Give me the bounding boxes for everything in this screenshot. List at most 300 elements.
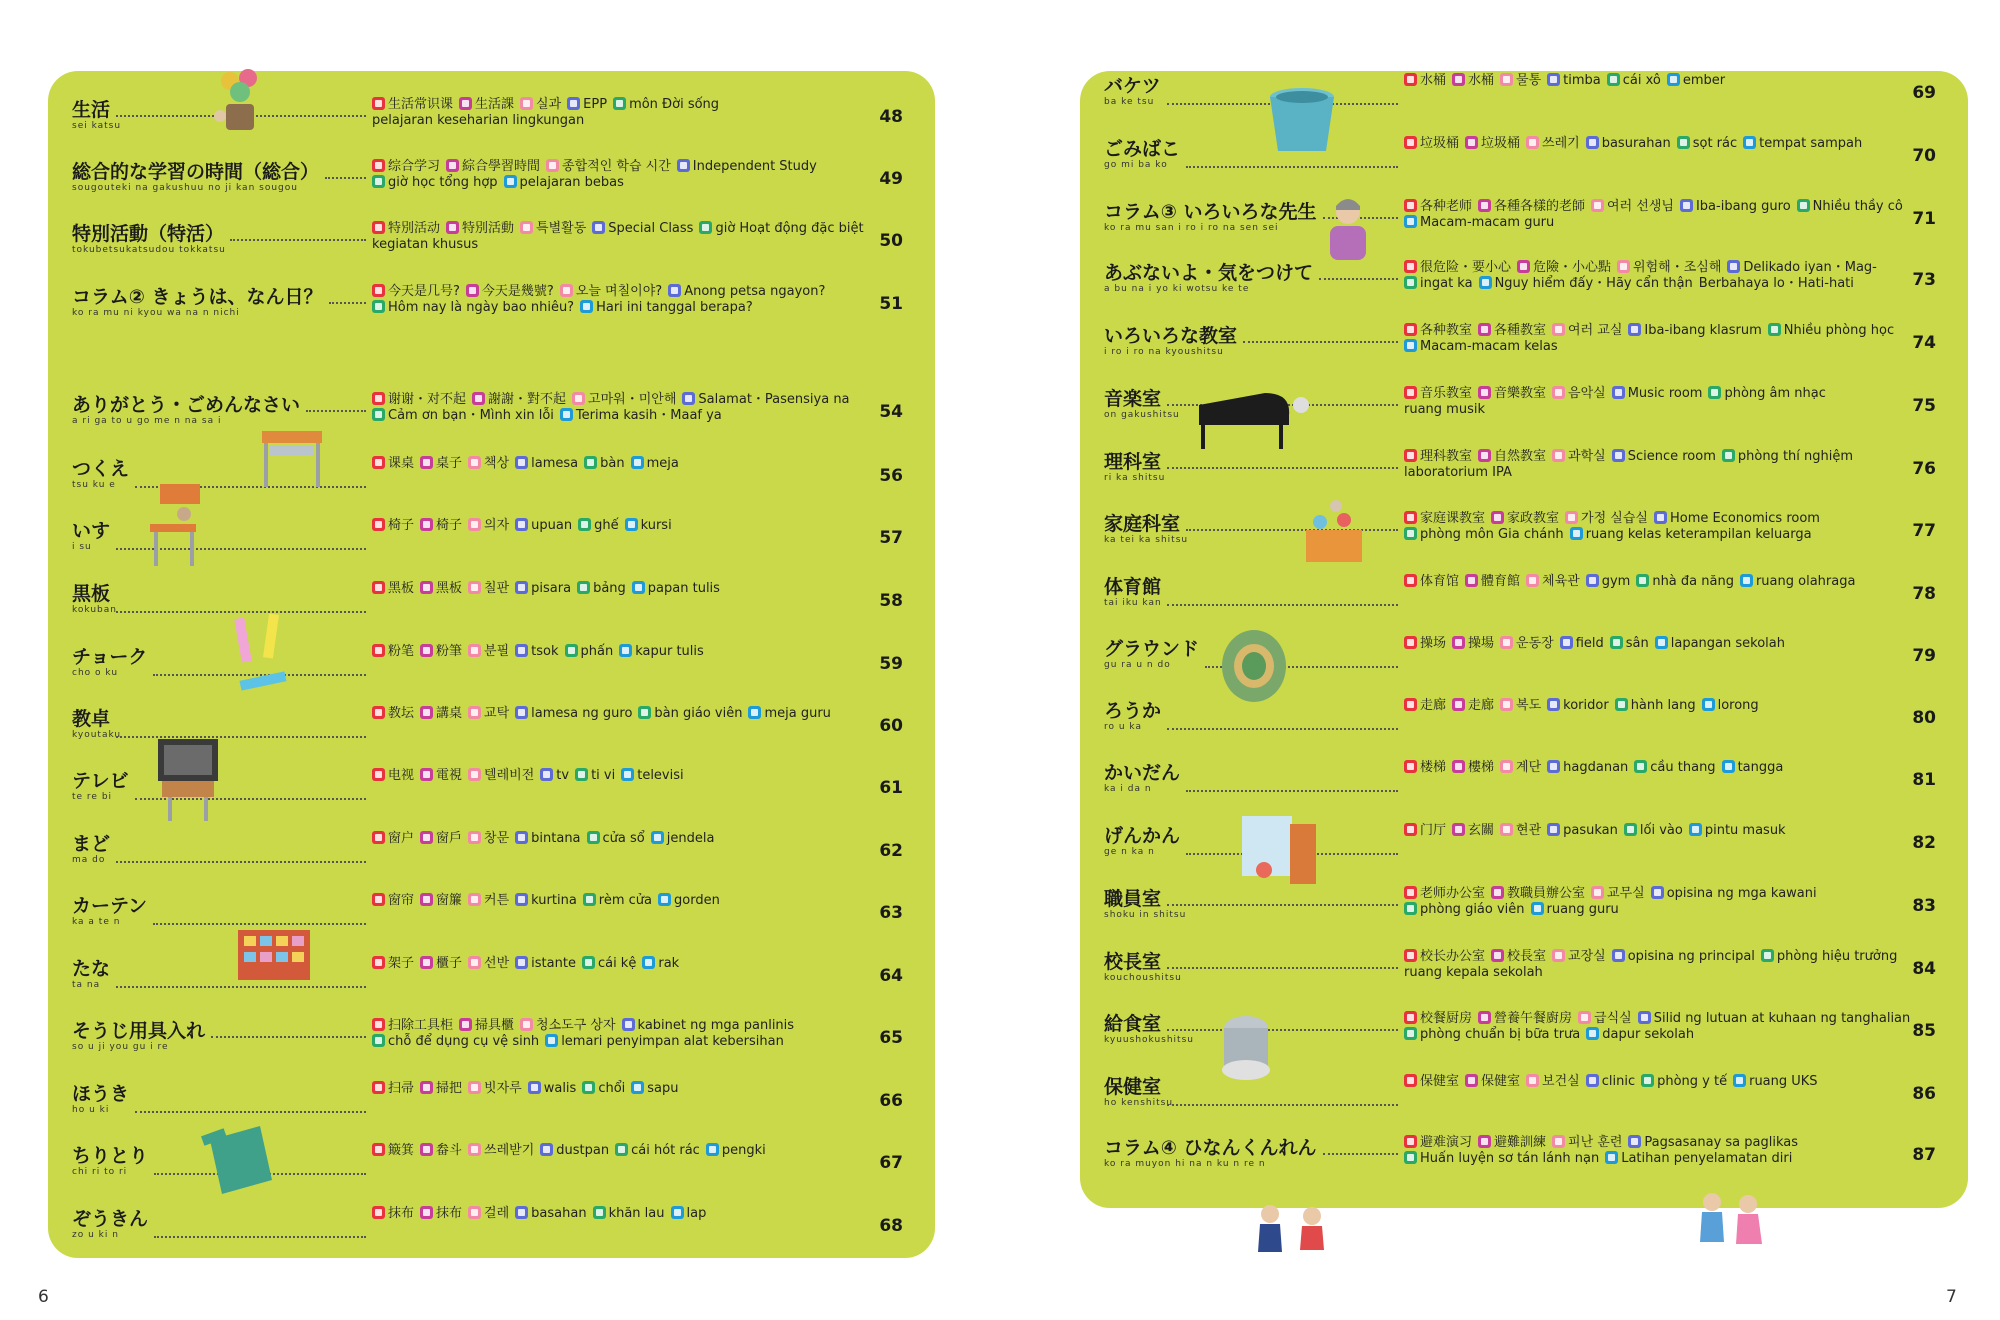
vietnamese-badge-icon <box>372 1034 385 1047</box>
translation-text: 扫除工具柜 <box>388 1018 454 1033</box>
translation-text: 여러 선생님 <box>1607 199 1674 214</box>
entry-page-number: 85 <box>1912 1021 1936 1041</box>
translation-text: lap <box>686 1206 707 1221</box>
translation-text: chỗ để dụng cụ vệ sinh <box>388 1034 540 1049</box>
translation-text: sapu <box>647 1081 679 1096</box>
translation-text: 복도 <box>1516 698 1542 713</box>
contents-entry[interactable] <box>1080 564 1968 622</box>
contents-entry[interactable] <box>1080 189 1968 247</box>
entry-reading: zo u ki n <box>72 1230 119 1240</box>
entry-page-number: 80 <box>1912 708 1936 728</box>
dustpan-illustration <box>200 1110 278 1200</box>
filipino-badge-icon <box>1586 574 1599 587</box>
korean-badge-icon <box>468 644 481 657</box>
traditional-chinese-badge-icon <box>1491 949 1504 962</box>
translation-text: 窗帘 <box>388 893 415 908</box>
translation-text: basurahan <box>1601 136 1671 151</box>
korean-badge-icon <box>1578 1011 1591 1024</box>
translation-text: koridor <box>1563 698 1609 713</box>
translation-text: kegiatan khusus <box>372 237 479 252</box>
translation-text: 畚斗 <box>436 1143 463 1158</box>
indonesian-badge-icon <box>621 768 634 781</box>
indonesian-badge-icon <box>625 518 638 531</box>
contents-entry[interactable] <box>1080 501 1968 559</box>
entry-term: 給食室 <box>1104 1013 1162 1035</box>
simplified-chinese-badge-icon <box>372 831 385 844</box>
translation-line <box>372 408 877 424</box>
vietnamese-badge-icon <box>1677 136 1690 149</box>
entry-reading: kyuushokushitsu <box>1104 1035 1194 1045</box>
entry-translations <box>372 1143 877 1159</box>
translation-text: cái hót rác <box>631 1143 700 1158</box>
filipino-badge-icon <box>528 1081 541 1094</box>
traditional-chinese-badge-icon <box>420 1143 433 1156</box>
translation-text: giờ Hoạt động đặc biệt <box>715 221 864 236</box>
vietnamese-badge-icon <box>1624 823 1637 836</box>
contents-entry[interactable] <box>48 1133 935 1191</box>
simplified-chinese-badge-icon <box>372 1143 385 1156</box>
contents-entry[interactable] <box>48 1071 935 1129</box>
translation-text: môn Đời sống <box>629 97 720 112</box>
entry-page-number: 61 <box>879 778 903 798</box>
indonesian-badge-icon <box>1667 73 1680 86</box>
contents-entry[interactable] <box>48 382 935 440</box>
korean-badge-icon <box>1591 886 1604 899</box>
translation-text: 谢谢・对不起 <box>388 392 467 407</box>
entry-reading: sei katsu <box>72 121 122 131</box>
translation-text: lối vào <box>1639 823 1683 838</box>
entry-translations <box>372 518 877 534</box>
translation-text: 쓰레기 <box>1542 136 1580 151</box>
simplified-chinese-badge-icon <box>372 518 385 531</box>
traditional-chinese-badge-icon <box>1465 1074 1478 1087</box>
entry-page-number: 86 <box>1912 1084 1936 1104</box>
translation-text: kabinet ng mga panlinis <box>637 1018 795 1033</box>
translation-text: rèm cửa <box>598 893 653 908</box>
simplified-chinese-badge-icon <box>1404 386 1417 399</box>
translation-text: 家庭课教室 <box>1420 511 1486 526</box>
vietnamese-badge-icon <box>1634 760 1647 773</box>
traditional-chinese-badge-icon <box>446 159 459 172</box>
translation-text: bintana <box>531 831 581 846</box>
contents-entry[interactable] <box>1080 876 1968 934</box>
korean-badge-icon <box>1526 136 1539 149</box>
entry-reading: ba ke tsu <box>1104 97 1155 107</box>
translation-text: lorong <box>1717 698 1759 713</box>
left-page-number: 6 <box>38 1287 49 1307</box>
leader-dots <box>1167 967 1398 969</box>
vietnamese-badge-icon <box>1404 902 1417 915</box>
translation-text: 창문 <box>484 831 510 846</box>
translation-text: 掃具櫃 <box>475 1018 515 1033</box>
left-contents-panel <box>48 71 935 1258</box>
vietnamese-badge-icon <box>372 175 385 188</box>
entry-translations <box>372 893 877 909</box>
contents-entry[interactable] <box>48 634 935 692</box>
korean-badge-icon <box>468 706 481 719</box>
entry-term: まど <box>72 833 111 855</box>
traditional-chinese-badge-icon <box>420 518 433 531</box>
contents-entry[interactable] <box>48 1008 935 1066</box>
entry-translations <box>1404 823 1909 839</box>
korean-badge-icon <box>560 284 573 297</box>
vietnamese-badge-icon <box>615 1143 628 1156</box>
translation-text: phấn <box>580 644 614 659</box>
contents-entry[interactable] <box>48 274 935 332</box>
leader-dots <box>153 923 366 925</box>
translation-text: 특별활동 <box>536 221 587 236</box>
traditional-chinese-badge-icon <box>1465 136 1478 149</box>
entry-translations <box>372 1018 877 1050</box>
traditional-chinese-badge-icon <box>446 221 459 234</box>
chalk-illustration <box>228 610 298 694</box>
entry-page-number: 87 <box>1912 1145 1936 1165</box>
traditional-chinese-badge-icon <box>420 581 433 594</box>
translation-line <box>372 284 877 300</box>
filipino-badge-icon <box>1586 136 1599 149</box>
entry-translations <box>372 831 877 847</box>
translation-text: tempat sampah <box>1759 136 1863 151</box>
simplified-chinese-badge-icon <box>372 284 385 297</box>
traditional-chinese-badge-icon <box>1478 199 1491 212</box>
entry-term: 教卓 <box>72 708 111 730</box>
translation-text: 理科教室 <box>1420 449 1473 464</box>
vietnamese-badge-icon <box>699 221 712 234</box>
entry-term: そうじ用具入れ <box>72 1020 206 1042</box>
translation-line <box>372 1143 877 1159</box>
entry-translations <box>1404 949 1909 981</box>
contents-entry[interactable] <box>48 571 935 629</box>
korean-badge-icon <box>468 518 481 531</box>
translation-line <box>372 300 877 316</box>
entry-translations <box>372 456 877 472</box>
entry-reading: kouchoushitsu <box>1104 973 1182 983</box>
entry-term: ぞうきん <box>72 1208 149 1230</box>
translation-text: nhà đa năng <box>1652 574 1734 589</box>
traditional-chinese-badge-icon <box>466 284 479 297</box>
indonesian-badge-icon <box>632 581 645 594</box>
contents-entry[interactable] <box>48 149 935 207</box>
vietnamese-badge-icon <box>613 97 626 110</box>
translation-text: Independent Study <box>692 159 817 174</box>
contents-entry[interactable] <box>48 821 935 879</box>
contents-entry[interactable] <box>48 883 935 941</box>
entry-translations <box>372 581 877 597</box>
entry-translations <box>1404 260 1909 292</box>
simplified-chinese-badge-icon <box>1404 636 1417 649</box>
leader-dots <box>154 1236 366 1238</box>
indonesian-badge-icon <box>1479 276 1492 289</box>
translation-text: Iba-ibang guro <box>1695 199 1791 214</box>
filipino-badge-icon <box>1547 698 1560 711</box>
translation-text: opisina ng mga kawani <box>1666 886 1817 901</box>
translation-line <box>372 581 877 597</box>
vietnamese-badge-icon <box>1761 949 1774 962</box>
translation-text: opisina ng principal <box>1627 949 1755 964</box>
translation-text: pengki <box>721 1143 766 1158</box>
simplified-chinese-badge-icon <box>1404 760 1417 773</box>
entry-page-number: 70 <box>1912 146 1936 166</box>
entry-page-number: 64 <box>879 966 903 986</box>
translation-text: cầu thang <box>1650 760 1716 775</box>
translation-line <box>1404 215 1909 231</box>
translation-line <box>1404 73 1909 89</box>
translation-text: 營養午餐廚房 <box>1494 1011 1573 1026</box>
entry-term: ごみばこ <box>1104 138 1181 160</box>
entry-term: カーテン <box>72 895 148 917</box>
translation-text: 避難訓練 <box>1494 1135 1547 1150</box>
korean-badge-icon <box>1526 1074 1539 1087</box>
leader-dots <box>116 736 366 738</box>
contents-entry[interactable] <box>48 87 935 145</box>
translation-text: bảng <box>593 581 626 596</box>
korean-badge-icon <box>1552 449 1565 462</box>
walking-children-illustration <box>1686 1190 1776 1272</box>
entry-translations <box>1404 760 1909 776</box>
traditional-chinese-badge-icon <box>1478 449 1491 462</box>
vietnamese-badge-icon <box>1708 386 1721 399</box>
translation-text: 保健室 <box>1420 1074 1460 1089</box>
entry-term: 校長室 <box>1104 951 1162 973</box>
entry-translations <box>372 221 877 253</box>
translation-text: 講桌 <box>436 706 463 721</box>
translation-text: 今天是幾號? <box>481 284 554 299</box>
simplified-chinese-badge-icon <box>1404 511 1417 524</box>
translation-text: 급식실 <box>1594 1011 1632 1026</box>
filipino-badge-icon <box>540 768 553 781</box>
contents-entry[interactable] <box>48 946 935 1004</box>
indonesian-badge-icon <box>1740 574 1753 587</box>
translation-text: 체육관 <box>1542 574 1580 589</box>
translation-text: ruang UKS <box>1749 1074 1818 1089</box>
translation-text: Macam-macam guru <box>1420 215 1555 230</box>
translation-text: 抹布 <box>436 1206 463 1221</box>
tv-illustration <box>156 735 222 825</box>
entry-page-number: 69 <box>1912 83 1936 103</box>
korean-badge-icon <box>572 392 585 405</box>
korean-badge-icon <box>520 1018 533 1031</box>
filipino-badge-icon <box>515 456 528 469</box>
translation-text: Terima kasih・Maaf ya <box>575 408 722 423</box>
contents-entry[interactable] <box>1080 313 1968 371</box>
vietnamese-badge-icon <box>1404 1027 1417 1040</box>
simplified-chinese-badge-icon <box>1404 136 1417 149</box>
filipino-badge-icon <box>515 956 528 969</box>
entry-reading: ma do <box>72 855 106 865</box>
translation-text: 簸箕 <box>388 1143 415 1158</box>
translation-line <box>1404 902 1909 918</box>
leader-dots <box>1186 790 1398 792</box>
entry-term: ほうき <box>72 1083 130 1105</box>
entry-page-number: 57 <box>879 528 903 548</box>
entry-reading: so u ji you gu i re <box>72 1042 169 1052</box>
translation-text: 特別活動 <box>462 221 515 236</box>
contents-entry[interactable] <box>1080 250 1968 308</box>
translation-text: istante <box>531 956 576 971</box>
translation-line <box>372 644 877 660</box>
translation-text: Iba-ibang klasrum <box>1644 323 1762 338</box>
translation-text: dapur sekolah <box>1602 1027 1695 1042</box>
contents-entry[interactable] <box>1080 1125 1968 1183</box>
chair-illustration <box>140 480 212 570</box>
translation-text: 청소도구 상자 <box>536 1018 616 1033</box>
translation-line <box>372 768 877 784</box>
entry-translations <box>1404 636 1909 652</box>
contents-entry[interactable] <box>1080 939 1968 997</box>
vietnamese-badge-icon <box>1610 636 1623 649</box>
translation-text: 책상 <box>484 456 510 471</box>
indonesian-badge-icon <box>658 893 671 906</box>
translation-text: Home Economics room <box>1669 511 1820 526</box>
simplified-chinese-badge-icon <box>372 1206 385 1219</box>
korean-badge-icon <box>1565 511 1578 524</box>
korean-badge-icon <box>468 893 481 906</box>
translation-text: gym <box>1601 574 1631 589</box>
translation-text: kursi <box>640 518 672 533</box>
entry-reading: on gakushitsu <box>1104 410 1180 420</box>
filipino-badge-icon <box>515 893 528 906</box>
translation-line <box>372 518 877 534</box>
leader-dots <box>1243 341 1398 343</box>
traditional-chinese-badge-icon <box>1478 1135 1491 1148</box>
entry-translations <box>1404 1074 1909 1090</box>
traditional-chinese-badge-icon <box>1517 260 1530 273</box>
entry-term: テレビ <box>72 770 129 792</box>
vietnamese-badge-icon <box>1722 449 1735 462</box>
translation-text: ruang olahraga <box>1755 574 1856 589</box>
entry-term: グラウンド <box>1104 638 1200 660</box>
translation-text: ruang musik <box>1404 402 1485 417</box>
korean-badge-icon <box>468 1143 481 1156</box>
entry-term: たな <box>72 958 111 980</box>
korean-badge-icon <box>1500 698 1513 711</box>
indonesian-badge-icon <box>580 300 593 313</box>
entry-page-number: 78 <box>1912 584 1936 604</box>
vietnamese-badge-icon <box>583 893 596 906</box>
translation-line <box>372 1018 877 1034</box>
korean-badge-icon <box>520 97 533 110</box>
korean-badge-icon <box>468 831 481 844</box>
traditional-chinese-badge-icon <box>420 644 433 657</box>
translation-text: meja guru <box>764 706 831 721</box>
contents-entry[interactable] <box>48 211 935 269</box>
korean-badge-icon <box>1552 323 1565 336</box>
translation-text: 과학실 <box>1568 449 1606 464</box>
translation-text: 텔레비전 <box>484 768 535 783</box>
vietnamese-badge-icon <box>372 300 385 313</box>
contents-entry[interactable] <box>1080 626 1968 684</box>
translation-text: ti vi <box>591 768 616 783</box>
filipino-badge-icon <box>515 518 528 531</box>
translation-text: 课桌 <box>388 456 415 471</box>
traditional-chinese-badge-icon <box>420 956 433 969</box>
translation-text: 垃圾桶 <box>1420 136 1460 151</box>
filipino-badge-icon <box>1638 1011 1651 1024</box>
entry-translations <box>1404 136 1909 152</box>
simplified-chinese-badge-icon <box>1404 449 1417 462</box>
contents-entry[interactable] <box>1080 750 1968 808</box>
entry-reading: i ro i ro na kyoushitsu <box>1104 347 1224 357</box>
entry-reading: a ri ga to u go me n na sa i <box>72 416 222 426</box>
entry-term: 職員室 <box>1104 888 1162 910</box>
entry-reading: kyoutaku <box>72 730 122 740</box>
bucket-illustration <box>1266 85 1338 157</box>
simplified-chinese-badge-icon <box>1404 823 1417 836</box>
translation-line <box>1404 1011 1909 1027</box>
contents-entry[interactable] <box>1080 813 1968 871</box>
traditional-chinese-badge-icon <box>1478 323 1491 336</box>
translation-text: 보건실 <box>1542 1074 1580 1089</box>
vietnamese-badge-icon <box>1768 323 1781 336</box>
translation-text: 종합적인 학습 시간 <box>562 159 671 174</box>
translation-text: 各种教室 <box>1420 323 1473 338</box>
translation-text: 빗자루 <box>484 1081 522 1096</box>
contents-entry[interactable] <box>48 1196 935 1254</box>
entrance-illustration <box>1240 814 1320 894</box>
filipino-badge-icon <box>1727 260 1740 273</box>
translation-text: Hôm nay là ngày bao nhiêu? <box>388 300 575 315</box>
right-page-number: 7 <box>1946 1287 1957 1307</box>
entry-page-number: 82 <box>1912 833 1936 853</box>
korean-badge-icon <box>468 956 481 969</box>
translation-line <box>372 237 877 253</box>
translation-text: 楼梯 <box>1420 760 1447 775</box>
traditional-chinese-badge-icon <box>1452 698 1465 711</box>
korean-badge-icon <box>1500 823 1513 836</box>
simplified-chinese-badge-icon <box>372 221 385 234</box>
translation-line <box>1404 1135 1909 1151</box>
translation-text: Pagsasanay sa paglikas <box>1644 1135 1798 1150</box>
translation-text: 의자 <box>484 518 510 533</box>
entry-translations <box>1404 199 1909 231</box>
entry-reading: ko ra mu ni kyou wa na n nichi <box>72 308 240 318</box>
translation-text: 椅子 <box>388 518 415 533</box>
translation-line <box>1404 402 1909 418</box>
translation-text: jendela <box>666 831 715 846</box>
indonesian-badge-icon <box>671 1206 684 1219</box>
entry-reading: gu ra u n do <box>1104 660 1171 670</box>
vietnamese-badge-icon <box>577 581 590 594</box>
entry-term: ろうか <box>1104 700 1162 722</box>
korean-badge-icon <box>1552 1135 1565 1148</box>
entry-reading: chi ri to ri <box>72 1167 128 1177</box>
entry-translations <box>1404 449 1909 481</box>
traditional-chinese-badge-icon <box>1452 760 1465 773</box>
traditional-chinese-badge-icon <box>420 706 433 719</box>
translation-text: 玄關 <box>1468 823 1495 838</box>
translation-text: papan tulis <box>647 581 720 596</box>
filipino-badge-icon <box>1547 823 1560 836</box>
indonesian-badge-icon <box>1655 636 1668 649</box>
korean-badge-icon <box>1617 260 1630 273</box>
indonesian-badge-icon <box>504 175 517 188</box>
translation-text: 교장실 <box>1568 949 1606 964</box>
contents-entry[interactable] <box>1080 63 1968 121</box>
translation-text: phòng giáo viên <box>1420 902 1525 917</box>
entry-page-number: 49 <box>879 169 903 189</box>
entry-page-number: 76 <box>1912 459 1936 479</box>
filipino-badge-icon <box>1651 886 1664 899</box>
entry-reading: shoku in shitsu <box>1104 910 1187 920</box>
leader-dots <box>1323 1153 1398 1155</box>
entry-reading: kokuban <box>72 605 117 615</box>
simplified-chinese-badge-icon <box>1404 73 1417 86</box>
translation-text: 粉筆 <box>436 644 463 659</box>
contents-entry[interactable] <box>1080 126 1968 184</box>
contents-entry[interactable] <box>1080 688 1968 746</box>
translation-text: cái xô <box>1622 73 1661 88</box>
translation-line <box>372 113 877 129</box>
